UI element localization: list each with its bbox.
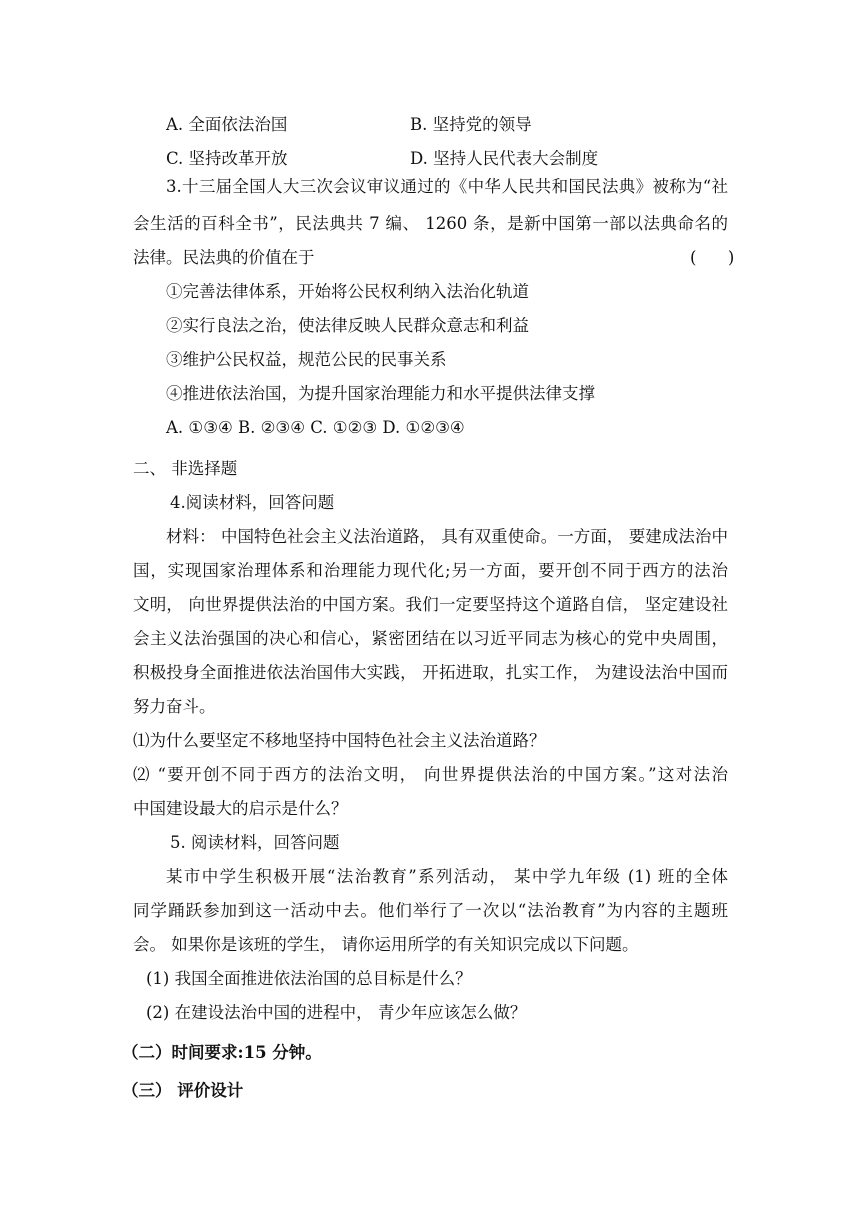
q2-option-b: B. 坚持党的领导 [410, 115, 532, 134]
q2-option-a: A. 全面依法治国 [166, 115, 288, 134]
q5-material-line-1: 某市中学生积极开展“法治教育”系列活动， 某中学九年级 (1) 班的全体 [166, 867, 728, 886]
q4-material-line-2: 国，实现国家治理体系和治理能力现代化;另一方面，要开创不同于西方的法治 [133, 561, 728, 580]
q3-statement-3: ③维护公民权益，规范公民的民事关系 [166, 350, 447, 369]
q4-material-line-6: 努力奋斗。 [133, 697, 216, 716]
q5-material-line-2: 同学踊跃参加到这一活动中去。他们举行了一次以“法治教育”为内容的主题班 [133, 901, 728, 920]
q2-option-d: D. 坚持人民代表大会制度 [410, 149, 599, 168]
q4-subquestion-1: ⑴为什么要坚定不移地坚持中国特色社会主义法治道路？ [133, 731, 546, 750]
q4-material-line-4: 会主义法治强国的决心和信心，紧密团结在以习近平同志为核心的党中央周围， [133, 629, 728, 648]
section-two-heading: 二、 非选择题 [133, 459, 238, 478]
q3-stem-line-2: 会生活的百科全书”，民法典共 7 编、 1260 条，是新中国第一部以法典命名的 [133, 214, 728, 233]
q3-stem-line-1: 3.十三届全国人大三次会议审议通过的《中华人民共和国民法典》被称为“社 [166, 177, 728, 196]
q3-answer-bracket: ( ) [690, 248, 735, 267]
q4-material-line-1: 材料： 中国特色社会主义法治道路， 具有双重使命。一方面， 要建成法治中 [166, 527, 728, 546]
q4-title: 4.阅读材料，回答问题 [170, 493, 335, 512]
q4-material-line-5: 积极投身全面推进依法治国伟大实践， 开拓进取，扎实工作， 为建设法治中国而 [133, 663, 728, 682]
q2-option-c: C. 坚持改革开放 [166, 149, 288, 168]
q4-subquestion-2-line-1: ⑵ “要开创不同于西方的法治文明， 向世界提供法治的中国方案。”这对法治 [133, 765, 728, 784]
q3-options: A. ①③④ B. ②③④ C. ①②③ D. ①②③④ [166, 418, 465, 437]
q5-material-line-3: 会。 如果你是该班的学生， 请你运用所学的有关知识完成以下问题。 [133, 935, 639, 954]
evaluation-design-heading: （三） 评价设计 [122, 1081, 244, 1100]
q5-subquestion-1: (1) 我国全面推进依法治国的总目标是什么？ [146, 969, 472, 988]
time-requirement-heading: （二）时间要求:15 分钟。 [122, 1043, 322, 1062]
q4-subquestion-2-line-2: 中国建设最大的启示是什么？ [133, 799, 348, 818]
q3-statement-4: ④推进依法治国，为提升国家治理能力和水平提供法律支撑 [166, 384, 595, 403]
q3-statement-2: ②实行良法之治，使法律反映人民群众意志和利益 [166, 316, 529, 335]
q4-material-line-3: 文明， 向世界提供法治的中国方案。我们一定要坚持这个道路自信， 坚定建设社 [133, 595, 728, 614]
q5-title: 5. 阅读材料，回答问题 [170, 833, 340, 852]
q3-stem-line-3: 法律。民法典的价值在于 [133, 248, 315, 267]
q3-statement-1: ①完善法律体系，开始将公民权利纳入法治化轨道 [166, 282, 529, 301]
q5-subquestion-2: (2) 在建设法治中国的进程中， 青少年应该怎么做？ [146, 1003, 527, 1022]
